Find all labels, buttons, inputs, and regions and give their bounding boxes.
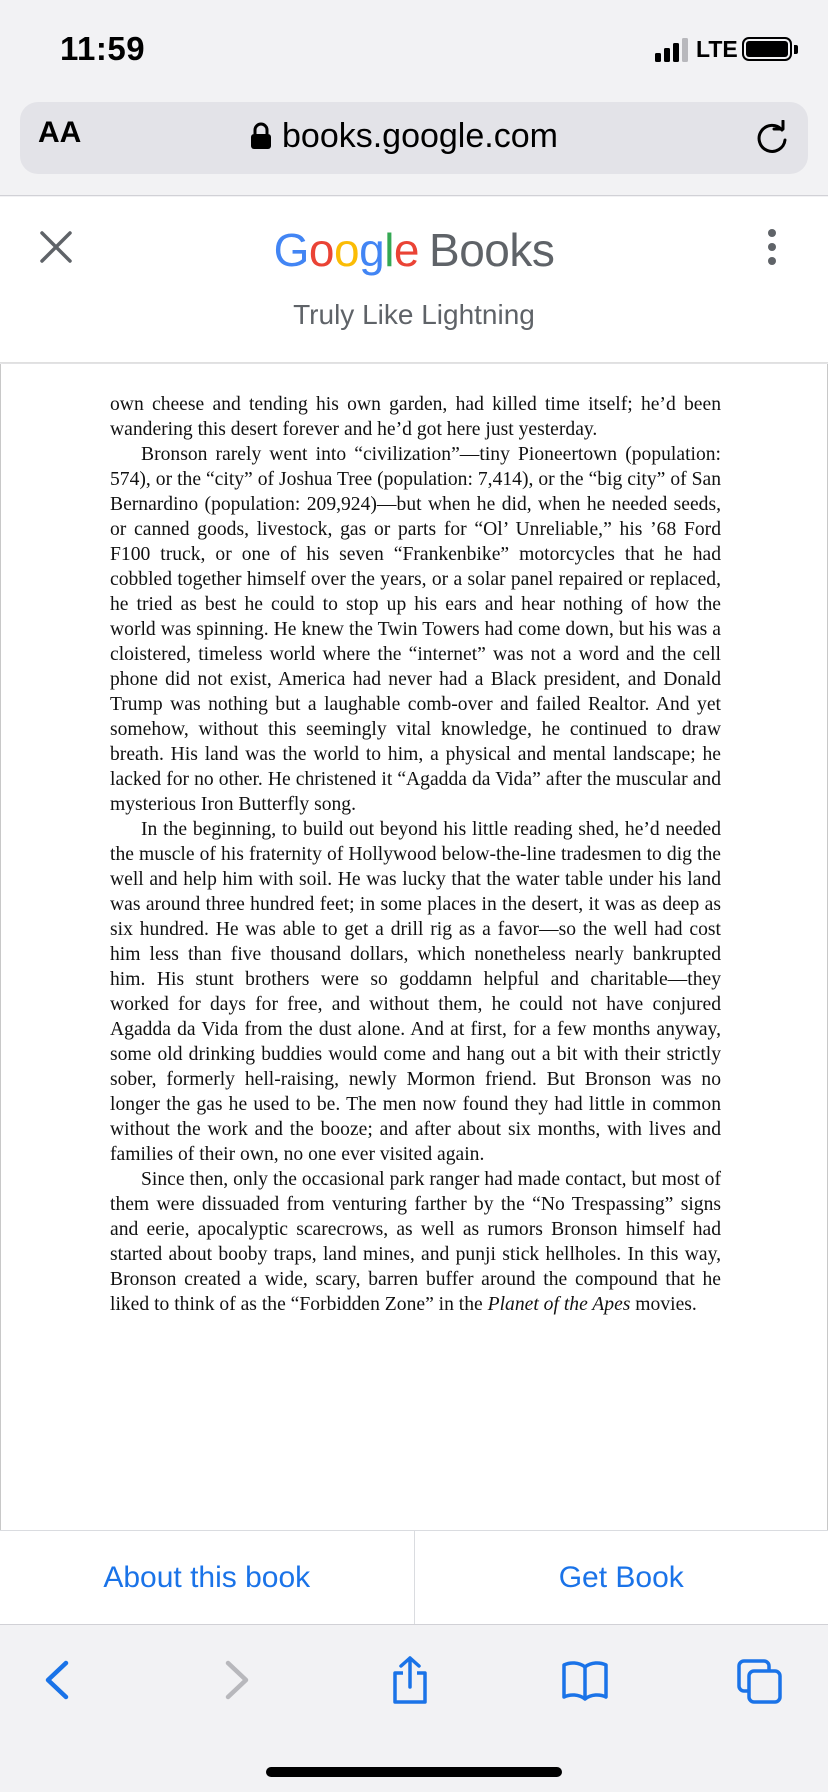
paragraph: own cheese and tending his own garden, had killed time itself; he’d been wandering this desert forever and he’d got here just yesterday.: [110, 394, 721, 440]
reload-icon[interactable]: [754, 120, 790, 156]
forward-chevron-icon[interactable]: [212, 1655, 260, 1705]
share-icon[interactable]: [386, 1655, 434, 1705]
home-indicator: [266, 1767, 562, 1777]
battery-icon: [742, 37, 792, 61]
cellular-signal-icon: [655, 38, 689, 62]
paragraph: In the beginning, to build out beyond his little reading shed, he’d needed the muscle of his fraternity of Hollywood below-the-line tradesmen to dig the well and help him with soil. He was lucky that the water table under his land was around three hundred feet; in some places in the desert, it was as deep as six hundred. He was able to get a drill rig as a favor—so the well had cost him less than five thousand dollars, which nonetheless nearly bankrupted him. His stunt brothers were so goddamn helpful and charitable—they worked for days for free, and without them, he could not have conjured Agadda da Vida from the dust alone. And at first, for a few months anyway, some old drinking buddies would come and hang out a bit with their strictly sober, formerly hell-raising, newly Mormon friend. But Bronson was no longer the gas he used to be. The men now found they had little in common without the work and the booze; and after about six months, with lives and families of their own, no one ever visited again.: [110, 819, 721, 1165]
book-actions-bar: [0, 1530, 828, 1624]
reader-aa-button[interactable]: AA: [38, 116, 82, 149]
paragraph: Bronson rarely went into “civilization”—tiny Pioneertown (population: 574), or the “city” of Joshua Tree (population: 7,414), or the “big city” of San Bernardino (population: 209,924)—but when he did, when he needed seeds, or canned goods, livestock, gas or parts for “Ol’ Unreliable,” his ’68 Ford F100 truck, or one of his seven “Frankenbike” motorcycles that he had cobbled together himself over the years, or a solar panel repaired or replaced, he tried as best he could to stop up his ears and hear nothing of how the world was spinning. He knew the Twin Towers had come down, but his was a cloistered, timeless world where the “internet” was not a word and the cell phone did not exist, America had never had a Black president, and Donald Trump was nothing but a laughable comb-over and failed Realtor. And yet somehow, without this seemingly vital knowledge, he continued to draw breath. His land was the world to him, a physical and mental landscape; he lacked for no other. He christened it “Agadda da Vida” after the muscular and mysterious Iron Butterfly song.: [110, 444, 721, 815]
google-books-logo: Google Books: [273, 224, 555, 276]
address-bar[interactable]: [20, 102, 808, 174]
bookmarks-icon[interactable]: [561, 1655, 609, 1705]
network-type: LTE: [696, 36, 738, 62]
about-this-book-button[interactable]: About this book: [103, 1560, 311, 1594]
browser-toolbar: [0, 1624, 828, 1792]
paragraph: Since then, only the occasional park ranger had made contact, but most of them were dissuaded from venturing farther by the “No Trespassing” signs and eerie, apocalyptic scarecrows, as well as rumors Bronson himself had started about booby traps, land mines, and punji stick hellholes. In this way, Bronson created a wide, scary, barren buffer around the compound that he liked to think of as the “Forbidden Zone” in the Planet of the Apes movies.: [110, 1169, 721, 1315]
google-books-header: [0, 197, 828, 363]
get-book-button[interactable]: Get Book: [414, 1531, 828, 1624]
book-page-text: [110, 392, 721, 1317]
lock-icon: [250, 122, 272, 150]
book-title: Truly Like Lightning: [293, 299, 535, 330]
url-display[interactable]: [250, 114, 558, 158]
battery-nub: [794, 45, 798, 54]
book-page-viewer[interactable]: [0, 364, 828, 1530]
more-vert-icon[interactable]: [762, 227, 782, 267]
address-bar-container: [0, 96, 828, 196]
status-time: 11:59: [60, 30, 146, 67]
url-text: books.google.com: [282, 116, 558, 155]
tabs-icon[interactable]: [736, 1655, 784, 1705]
back-chevron-icon[interactable]: [34, 1655, 82, 1705]
status-bar: [0, 0, 828, 96]
